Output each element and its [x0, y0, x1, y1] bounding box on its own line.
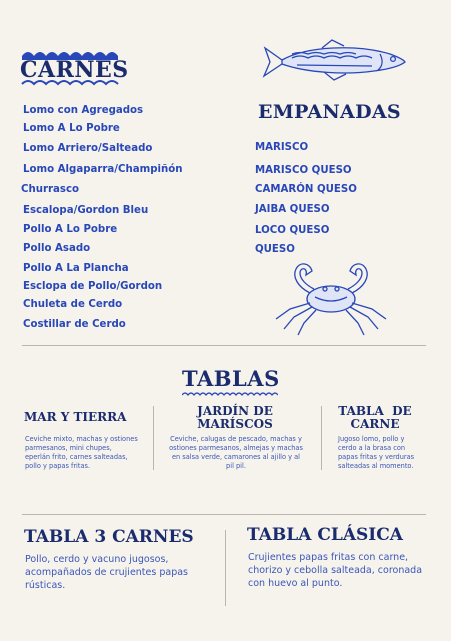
desc-line: chorizo y cebolla salteada, coronada	[248, 565, 423, 576]
list-item: Lomo Arriero/Salteado	[23, 143, 153, 154]
crab-illustration-icon	[270, 257, 392, 337]
list-item: Pollo Asado	[23, 243, 91, 254]
desc-line: pil pil.	[226, 462, 246, 470]
desc-line: Ceviche, calugas de pescado, machas y	[170, 435, 302, 443]
list-item: Lomo con Agregados	[23, 105, 144, 116]
tabla-clasica-desc	[248, 551, 428, 590]
list-item: Esclopa de Pollo/Gordon	[23, 281, 163, 292]
tabla-jardin-title	[170, 405, 300, 431]
empanadas-title: EMPANADAS	[258, 101, 401, 123]
tabla-carne-title	[332, 405, 418, 431]
tabla-mar-y-tierra-title	[24, 411, 128, 424]
list-item: Churrasco	[21, 184, 80, 195]
tabla-carne-desc	[338, 435, 438, 471]
list-item: LOCO QUESO	[255, 225, 330, 236]
desc-line: parmesanos, mini chupes,	[25, 444, 112, 452]
fish-illustration-icon	[262, 38, 407, 84]
list-item: Pollo A Lo Pobre	[23, 224, 118, 235]
tabla-3-carnes-title: TABLA 3 CARNES	[24, 527, 194, 547]
list-item: Chuleta de Cerdo	[23, 299, 123, 310]
tablas-wave-icon	[182, 390, 278, 398]
desc-line: ostiones parmesanos, almejas y machas	[169, 444, 303, 452]
column-divider	[153, 406, 154, 470]
desc-line: con huevo al punto.	[248, 578, 343, 589]
desc-line: Pollo, cerdo y vacuno jugosos,	[25, 554, 169, 565]
list-item: Lomo A Lo Pobre	[23, 123, 120, 134]
title-line: TABLA DE	[338, 404, 412, 418]
desc-line: en salsa verde, camarones al ajillo y al	[171, 453, 301, 461]
column-divider	[321, 406, 322, 470]
desc-line: salteadas al momento.	[338, 462, 414, 470]
tabla-mar-y-tierra-desc	[25, 435, 153, 471]
list-item: MARISCO QUESO	[255, 165, 352, 176]
list-item: Lomo Algaparra/Champiñón	[23, 164, 183, 175]
desc-line: pollo y papas fritas.	[25, 462, 91, 470]
tabla-clasica-title: TABLA CLÁSICA	[247, 525, 403, 545]
desc-line: Ceviche mixto, machas y ostiones	[25, 435, 138, 443]
desc-line: Crujientes papas fritas con carne,	[248, 552, 409, 563]
title-line: MAR Y TIERRA	[24, 410, 127, 424]
list-item: MARISCO	[255, 142, 309, 153]
title-line: JARDÍN DE	[197, 404, 273, 418]
list-item: CAMARÓN QUESO	[255, 184, 357, 195]
tabla-3-carnes-desc	[25, 553, 220, 592]
title-line: CARNE	[350, 417, 400, 431]
list-item: Pollo A La Plancha	[23, 263, 129, 274]
list-item: Costillar de Cerdo	[23, 319, 126, 330]
list-item: JAIBA QUESO	[255, 204, 330, 215]
desc-line: acompañados de crujientes papas rústicas.	[25, 567, 188, 591]
section-divider	[22, 514, 426, 515]
desc-line: papas fritas y verduras	[338, 453, 415, 461]
list-item: QUESO	[255, 244, 295, 255]
desc-line: cerdo a la brasa con	[338, 444, 406, 452]
section-divider	[22, 345, 426, 346]
desc-line: eperlán frito, carnes salteadas,	[25, 453, 128, 461]
desc-line: Jugoso lomo, pollo y	[338, 435, 405, 443]
column-divider	[225, 530, 226, 606]
list-item: Escalopa/Gordon Bleu	[23, 205, 149, 216]
title-line: MARÍSCOS	[197, 417, 273, 431]
tabla-jardin-desc	[165, 435, 307, 471]
carnes-title: CARNES	[20, 57, 129, 83]
tablas-title: TABLAS	[182, 366, 280, 391]
